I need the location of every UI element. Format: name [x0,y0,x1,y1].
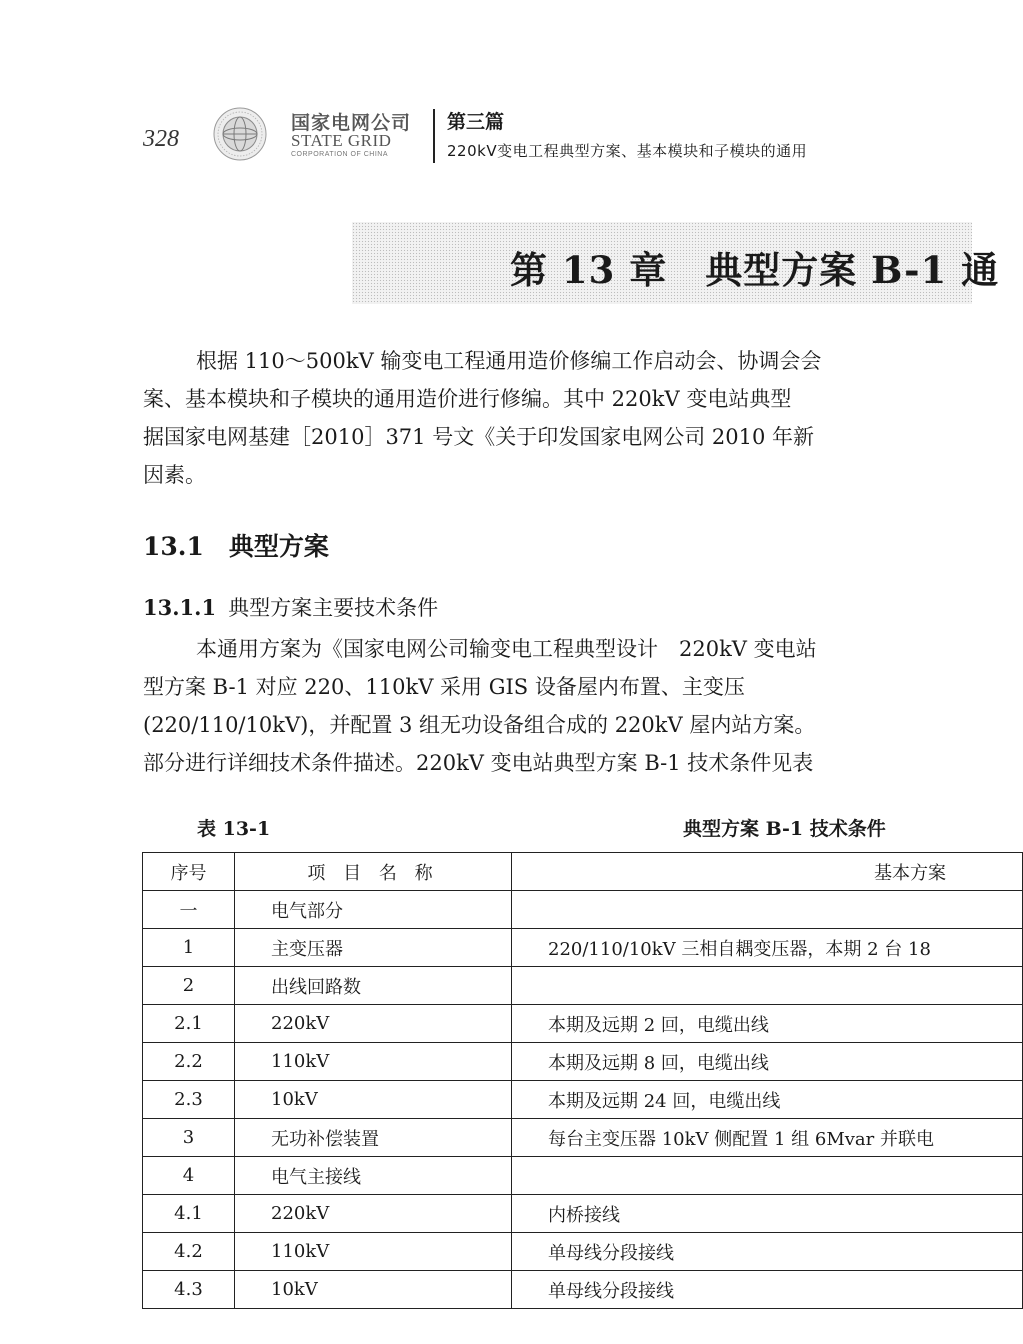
header-divider [433,109,435,163]
cell-name: 10kV [235,1081,512,1119]
part-subtitle: 220kV变电工程典型方案、基本模块和子模块的通用 [447,142,808,160]
table-header-row [143,853,1023,891]
table-row [143,1005,1023,1043]
header-cell-no: 序号 [143,853,235,891]
table-caption: 典型方案 B-1 技术条件 [683,818,886,840]
cell-name: 电气主接线 [235,1157,512,1195]
chapter-title: 第 13 章 典型方案 B-1 通 [510,248,1000,292]
cell-name: 110kV [235,1043,512,1081]
table-row [143,891,1023,929]
header-cell-name: 项 目 名 称 [235,853,512,891]
body-line: 型方案 B-1 对应 220、110kV 采用 GIS 设备屋内布置、主变压 [143,675,745,699]
cell-name: 220kV [235,1195,512,1233]
cell-basic [512,891,1023,929]
cell-name: 110kV [235,1233,512,1271]
intro-line: 据国家电网基建［2010］371 号文《关于印发国家电网公司 2010 年新 [143,425,814,449]
cell-name: 无功补偿装置 [235,1119,512,1157]
cell-basic [512,1157,1023,1195]
cell-no: 3 [143,1119,235,1157]
table-row [143,1233,1023,1271]
cell-no: 4.2 [143,1233,235,1271]
body-line: 部分进行详细技术条件描述。220kV 变电站典型方案 B-1 技术条件见表 [143,751,814,775]
table-row [143,1271,1023,1309]
state-grid-logo-icon [212,106,268,162]
cell-no: 4.3 [143,1271,235,1309]
header-cell-basic: 基本方案 [512,853,1023,891]
cell-basic [512,967,1023,1005]
part-title: 第三篇 [447,111,505,133]
cell-name: 主变压器 [235,929,512,967]
table-label: 表 13-1 [197,818,271,840]
subsection-title: 典型方案主要技术条件 [228,596,439,620]
cell-basic: 本期及远期 24 回，电缆出线 [512,1081,1023,1119]
cell-no: 4 [143,1157,235,1195]
cell-basic: 每台主变压器 10kV 侧配置 1 组 6Mvar 并联电 [512,1119,1023,1157]
cell-basic: 本期及远期 8 回，电缆出线 [512,1043,1023,1081]
table-row [143,1195,1023,1233]
cell-basic: 单母线分段接线 [512,1233,1023,1271]
page-number: 328 [143,126,179,152]
cell-name: 220kV [235,1005,512,1043]
subsection-heading [143,592,438,622]
cell-no: 4.1 [143,1195,235,1233]
cell-no: 2.2 [143,1043,235,1081]
table-row [143,1157,1023,1195]
cell-no: 2.1 [143,1005,235,1043]
body-line: (220/110/10kV)，并配置 3 组无功设备组合成的 220kV 屋内站方案。 [143,713,816,737]
brand-name-en: STATE GRID [291,131,392,150]
body-line: 本通用方案为《国家电网公司输变电工程典型设计 220kV 变电站 [196,637,817,661]
cell-name: 电气部分 [235,891,512,929]
cell-basic: 本期及远期 2 回，电缆出线 [512,1005,1023,1043]
table-row [143,1119,1023,1157]
cell-no: 一 [143,891,235,929]
spec-table [142,852,1023,1309]
table-row [143,929,1023,967]
section-heading: 13.1 典型方案 [143,532,329,561]
cell-name: 出线回路数 [235,967,512,1005]
intro-line: 因素。 [143,463,206,487]
cell-basic: 内桥接线 [512,1195,1023,1233]
cell-basic: 单母线分段接线 [512,1271,1023,1309]
cell-no: 2 [143,967,235,1005]
table-row [143,967,1023,1005]
brand-subtitle: CORPORATION OF CHINA [291,151,388,158]
cell-name: 10kV [235,1271,512,1309]
table-row [143,1043,1023,1081]
subsection-number: 13.1.1 [143,595,217,620]
intro-line: 根据 110～500kV 输变电工程通用造价修编工作启动会、协调会会 [196,349,822,373]
brand-name-cn: 国家电网公司 [291,112,412,134]
cell-no: 1 [143,929,235,967]
intro-line: 案、基本模块和子模块的通用造价进行修编。其中 220kV 变电站典型 [143,387,792,411]
cell-basic: 220/110/10kV 三相自耦变压器，本期 2 台 18 [512,929,1023,967]
table-row [143,1081,1023,1119]
cell-no: 2.3 [143,1081,235,1119]
